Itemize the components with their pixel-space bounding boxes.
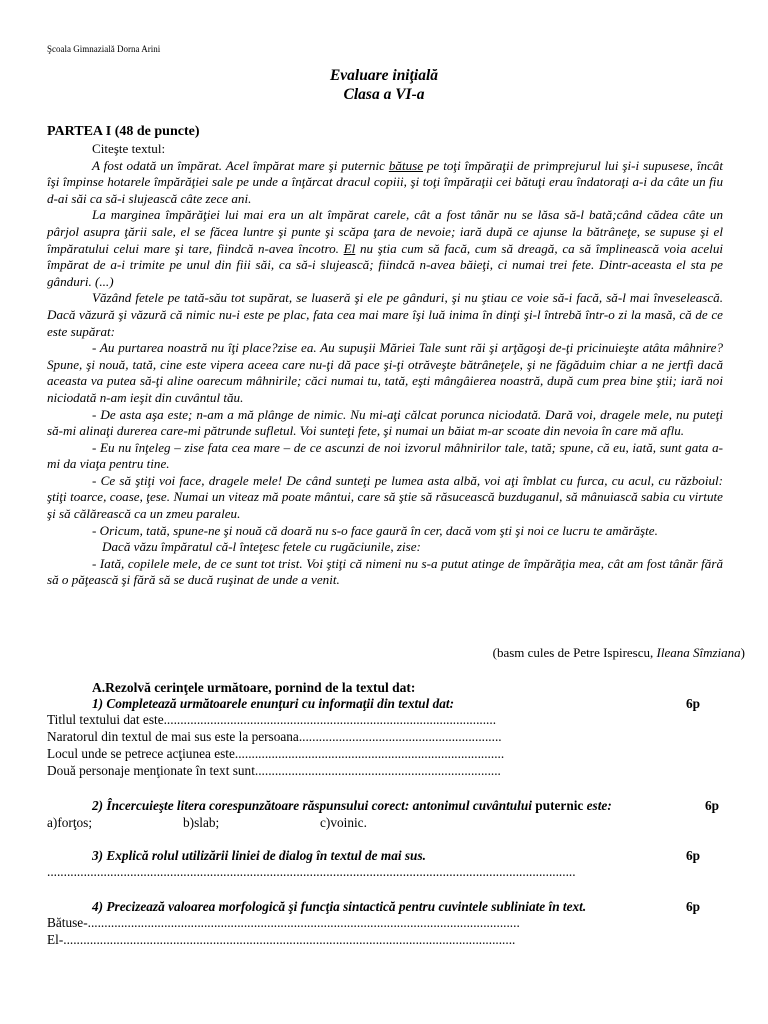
question-3: 3) Explică rolul utilizării liniei de dialog în textul de mai sus. [92,848,426,863]
part-heading: PARTEA I (48 de puncte) [47,124,200,139]
dialog-line: - Ce să ştiţi voi face, dragele mele! De când sunteţi pe lumea asta albă, voi aţi îmblat cu furca, cu acul, cu războiul: ştiţi toarce, coase, ţese. Numai un viteaz mă poate mântui, care să ştie să răsucească buzduganul, să mânuiască sabia cu virtute şi să călărească ca un zmeu paraleu. [47,472,723,522]
option-c[interactable]: c)voinic. [320,815,367,830]
answer-line[interactable]: ............................................................................................................................................................... [47,864,576,879]
school-name: Şcoala Gimnazială Dorna Arini [47,44,161,54]
answer-line[interactable]: Două personaje menţionate în text sunt.......................................................................... [47,763,501,778]
read-instruction: Citeşte textul: [92,141,166,156]
question-4: 4) Precizează valoarea morfologică şi funcţia sintactică pentru cuvintele subliniate în text. [92,899,587,914]
story-text [47,141,723,589]
answer-line[interactable]: Titlul textului dat este.................................................................................................... [47,712,497,727]
option-b[interactable]: b)slab; [183,815,220,830]
dialog-line: - Oricum, tată, spune-ne şi nouă că doară nu s-o face gaură în cer, dacă vom şti şi noi ce lucru te amărăşte. [92,522,658,538]
question-1: 1) Completează următoarele enunţuri cu informaţii din textul dat: [92,696,455,711]
answer-line[interactable]: Locul unde se petrece acţiunea este................................................................................. [47,746,505,761]
story-paragraph-4: Dacă văzu împăratul că-l înteţesc fetele cu rugăciunile, zise: [102,539,421,555]
option-a[interactable]: a)forţos; [47,815,93,830]
underlined-word-el: El [343,240,356,256]
answer-line[interactable]: El-........................................................................................................................................ [47,932,516,947]
question-2: 2) Încercuieşte litera corespunzătoare răspunsului corect: antonimul cuvântului puternic este: [92,798,612,813]
dialog-line: - Iată, copilele mele, de ce sunt tot trist. Voi ştiţi că nimeni nu s-a putut atinge de împărăţia mea, cât am fost tânăr fără să o păţească şi fără să se ducă ruşinat de unde a venit. [47,555,723,588]
page-title: Evaluare iniţială [329,67,439,84]
dialog-line: - Au purtarea noastră nu îţi place?zise ea. Au supuşii Măriei Tale sunt răi şi arţăgoşi de-ţi pricinuieşte atâta mâhnire? Spune, şi nouă, tată, cine este vipera aceea care nu-ţi dă pace şi-ţi otrăveşte bătrâneţele, şi ne făgăduim chiar a ne jertfi dacă aceasta va putea să-ţi aline oarecum mâhnirile; căci numai tu, tată, eşti mângâierea noastră, după cum prea bine ştii; iară noi niciodată n-am ieşit din cuvântul tău. [47,340,723,405]
question-2-points: 6p [705,798,720,813]
question-3-points: 6p [686,848,701,863]
source-citation: (basm cules de Petre Ispirescu, Ileana Sîmziana) [492,645,745,660]
dialog-line: - Eu nu înţeleg – zise fata cea mare – de ce ascunzi de noi izvorul mâhnirilor tale, tată; spune, că eu, iată, sunt gata a-mi da viaţa pentru tine. [47,439,723,472]
question-1-points: 6p [686,696,701,711]
story-paragraph-3: Văzând fetele pe tată-său tot supărat, se luaseră şi ele pe gânduri, şi nu ştiau ce voie să-i facă, să-l mai înveselească. Dacă văzură şi văzură că nimic nu-i este pe plac, fata cea mai mare îşi luă inima în dinţi şi-l întrebă într-o zi la masă, că de ce este supărat: [47,290,723,339]
page-subtitle: Clasa a VI-a [343,86,425,103]
answer-line[interactable]: Naratorul din textul de mai sus este la persoana............................................................. [47,729,502,744]
story-paragraph-1: A fost odată un împărat. Acel împărat mare şi puternic bătuse pe toţi împăraţii de primprejurul lui şi-i supusese, încât îşi împinse hotarele împărăţiei sale pe unde a înţărcat dracul copiii, şi toţi împăraţii cei bătuţi erau îndatoraţi a-i da câte un fiu d-ai săi ca să-i slujească câte zece ani. [47,157,723,206]
dialog-line: - De asta aşa este; n-am a mă plânge de nimic. Nu mi-aţi călcat porunca niciodată. Dară voi, dragele mele, nu puteţi să-mi alinaţi durerea care-mi pătrunde sufletul. Voi sunteţi fete, şi numai un băiat m-ar scoate din nevoia în care mă aflu. [47,406,723,439]
underlined-word-batuse: bătuse [388,157,424,173]
question-4-points: 6p [686,899,701,914]
answer-line[interactable]: Bătuse-.................................................................................................................................. [47,915,520,930]
story-paragraph-2: La marginea împărăţiei lui mai era un alt împărat carele, cât a fost tânăr nu se lăsa să-l bată;când cădea câte un pârjol asupra ţării sale, el se făcea luntre şi punte şi scăpa ţara de nevoie; iară după ce ajunse la bătrâneţe, se supuse şi el împăratului celui mare şi tare, fiindcă n-avea încotro. El nu ştia cum să facă, cum să dreagă, ca să împlinească voia acelui împărat de a-i trimite pe unul din fiii săi, ca să-i slujească; fiindcă n-avea băieţi, ci numai trei fete. Dintr-aceasta el sta pe gânduri. (...) [47,207,723,289]
section-a-heading: A.Rezolvă cerinţele următoare, pornind de la textul dat: [92,680,416,695]
